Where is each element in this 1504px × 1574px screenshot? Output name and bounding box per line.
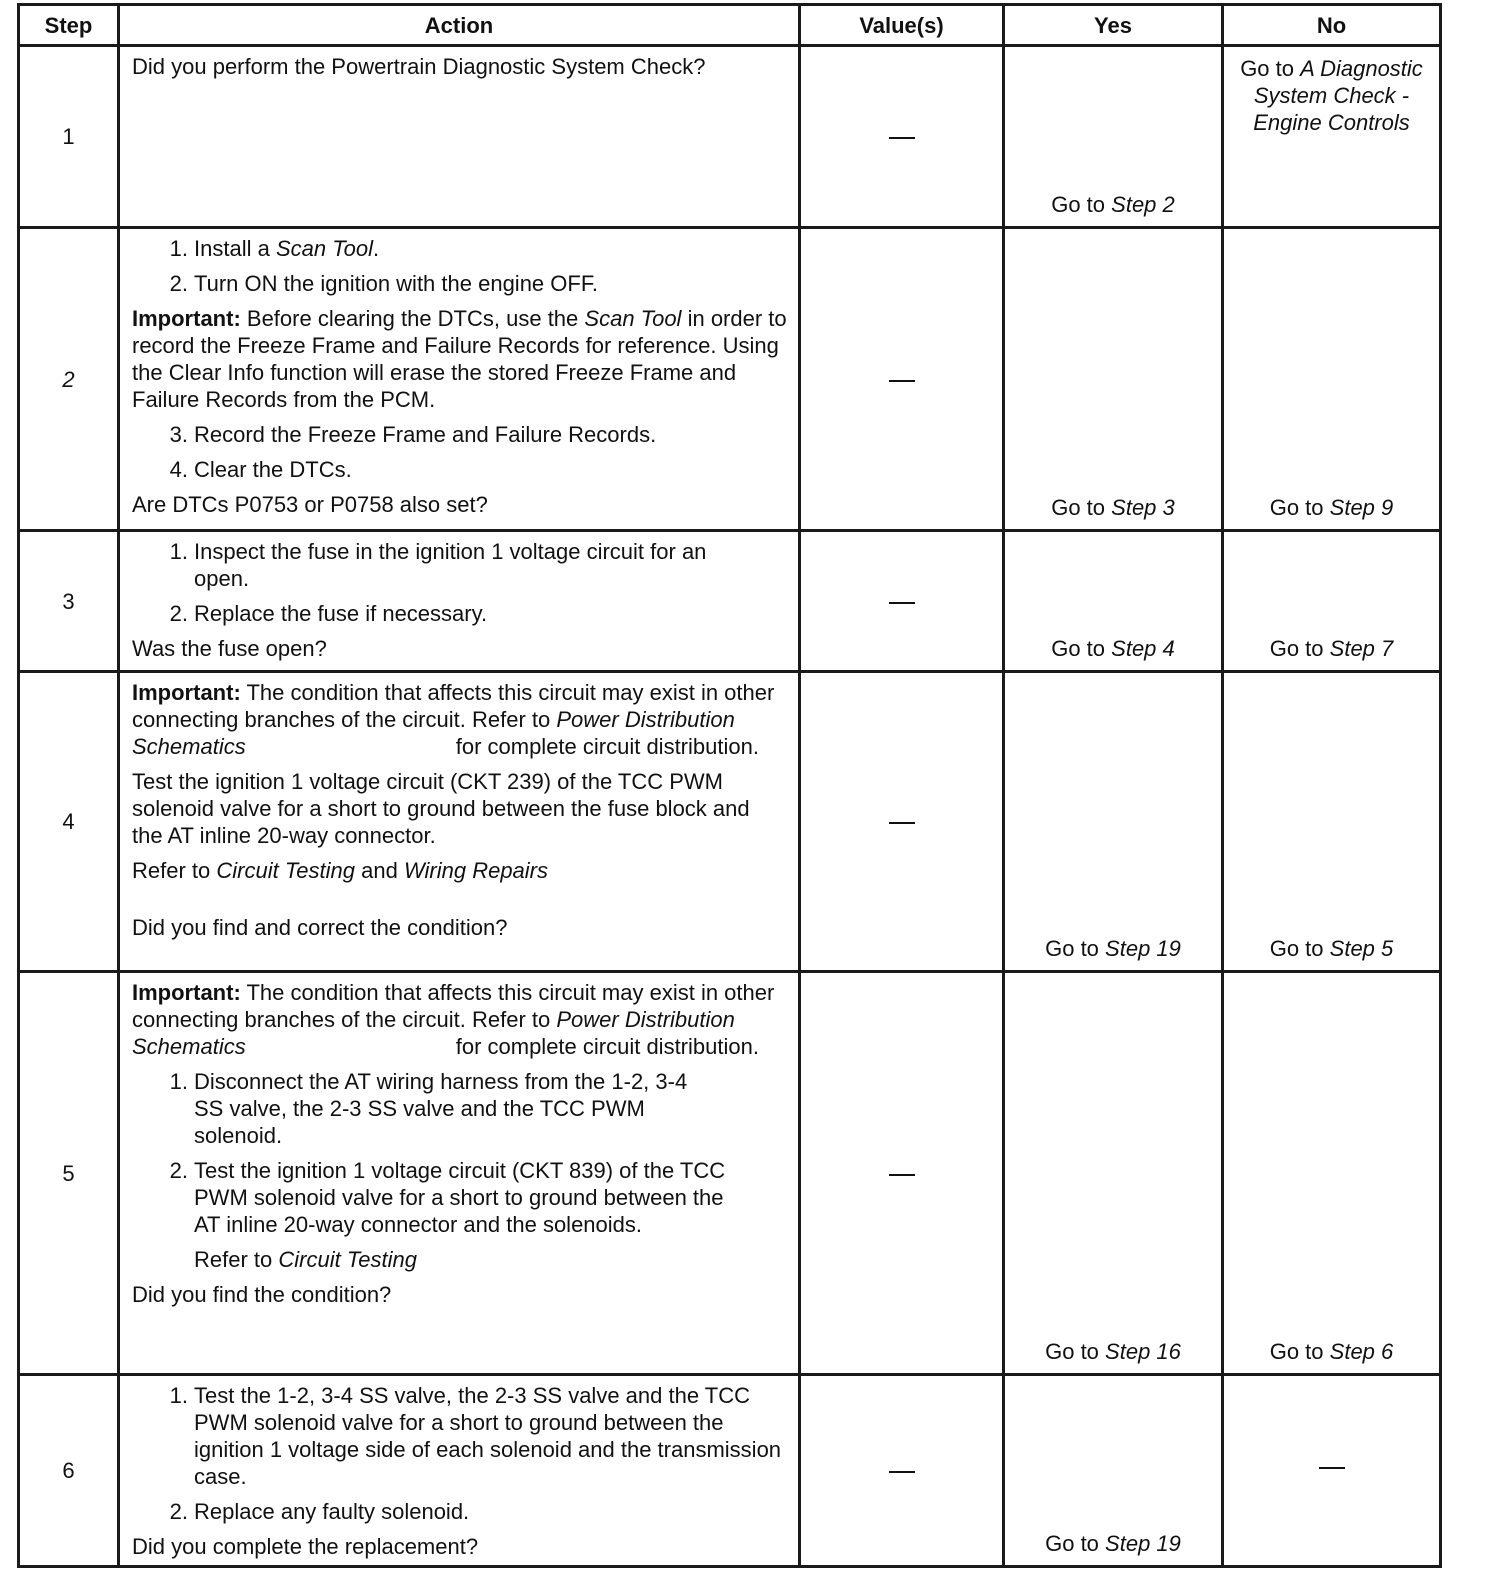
diagnostic-table: [17, 3, 1442, 1568]
step-link[interactable]: Step 19: [1105, 1531, 1181, 1556]
value-cell: [800, 531, 1004, 672]
instruction-list: [132, 1068, 788, 1273]
important-note: Important: The condition that affects this circuit may exist in other connecting branches of the circuit. Refer to Power Distribution Schematics for complete circuit distribution.: [132, 980, 775, 1059]
table-row: [19, 531, 1441, 672]
table-row: [19, 972, 1441, 1375]
step-link[interactable]: Step 9: [1329, 495, 1394, 520]
question-text: Was the fuse open?: [132, 636, 327, 661]
list-item: 3. Record the Freeze Frame and Failure Records.: [169, 422, 657, 447]
list-item: 1. Disconnect the AT wiring harness from the 1-2, 3-4 SS valve, the 2-3 SS valve and the TCC PWM solenoid.: [169, 1069, 688, 1148]
action-cell: [119, 1375, 800, 1567]
step-number: 3: [19, 531, 119, 672]
list-item: 2. Replace the fuse if necessary.: [169, 601, 488, 626]
em-dash: [889, 1471, 915, 1473]
no-cell[interactable]: Go to Step 7: [1223, 531, 1441, 672]
step-link[interactable]: Step 6: [1329, 1339, 1394, 1364]
em-dash: [889, 380, 915, 382]
no-cell[interactable]: Go to A Diagnostic System Check - Engine Controls: [1223, 46, 1441, 228]
no-cell[interactable]: Go to Step 6: [1223, 972, 1441, 1375]
yes-cell[interactable]: Go to Step 2: [1004, 46, 1223, 228]
value-cell: [800, 972, 1004, 1375]
action-cell: [119, 972, 800, 1375]
no-cell[interactable]: Go to Step 9: [1223, 228, 1441, 531]
header-action: Action: [119, 5, 800, 46]
yes-cell[interactable]: Go to Step 3: [1004, 228, 1223, 531]
instruction-list: [132, 1382, 788, 1525]
step-number: 5: [19, 972, 119, 1375]
question-text: Did you complete the replacement?: [132, 1534, 479, 1559]
table-row: [19, 46, 1441, 228]
question-text: Did you find the condition?: [132, 1282, 392, 1307]
no-cell[interactable]: Go to Step 5: [1223, 672, 1441, 972]
action-cell: [119, 531, 800, 672]
table-row: [19, 228, 1441, 531]
em-dash: [889, 822, 915, 824]
step-link[interactable]: Step 3: [1111, 495, 1175, 520]
instruction-list: [132, 235, 788, 297]
step-link[interactable]: Step 16: [1105, 1339, 1181, 1364]
yes-cell[interactable]: Go to Step 19: [1004, 672, 1223, 972]
list-item: 1. Install a Scan Tool.: [169, 236, 380, 261]
step-number: 6: [19, 1375, 119, 1567]
table-row: [19, 672, 1441, 972]
step-number: 2: [19, 228, 119, 531]
step-link[interactable]: Step 5: [1329, 936, 1394, 961]
step-link[interactable]: Step 2: [1111, 192, 1175, 217]
step-number: 1: [19, 46, 119, 228]
step-link[interactable]: Step 19: [1105, 936, 1181, 961]
list-item: 4. Clear the DTCs.: [169, 457, 352, 482]
reference-text: Refer to Circuit Testing and Wiring Repairs: [132, 858, 549, 883]
em-dash: [889, 1174, 915, 1176]
list-item: 1. Inspect the fuse in the ignition 1 voltage circuit for an open.: [169, 539, 707, 591]
instruction-list: [132, 538, 788, 627]
yes-cell[interactable]: Go to Step 4: [1004, 531, 1223, 672]
header-step: Step: [19, 5, 119, 46]
action-cell: [119, 672, 800, 972]
list-item: 2. Test the ignition 1 voltage circuit (CKT 839) of the TCC PWM solenoid valve for a short to ground between the AT inline 20-way connector and the solenoids.: [169, 1158, 726, 1237]
value-cell: [800, 46, 1004, 228]
action-cell: [119, 46, 800, 228]
instruction-list: [132, 421, 788, 483]
test-instruction: Test the ignition 1 voltage circuit (CKT 239) of the TCC PWM solenoid valve for a short to ground between the fuse block and the AT inline 20-way connector.: [132, 769, 750, 848]
em-dash: [1319, 1467, 1345, 1469]
value-cell: [800, 672, 1004, 972]
header-values: Value(s): [800, 5, 1004, 46]
em-dash: [889, 602, 915, 604]
no-cell: [1223, 1375, 1441, 1567]
list-item: 1. Test the 1-2, 3-4 SS valve, the 2-3 SS valve and the TCC PWM solenoid valve for a short to ground between the ignition 1 voltage side of each solenoid and the transmission case.: [169, 1383, 782, 1489]
list-item: 2. Replace any faulty solenoid.: [169, 1499, 470, 1524]
header-no: No: [1223, 5, 1441, 46]
question-text: Did you perform the Powertrain Diagnostic System Check?: [132, 54, 706, 79]
step-link[interactable]: A Diagnostic System Check - Engine Controls: [1253, 56, 1423, 135]
step-link[interactable]: Step 7: [1329, 636, 1394, 661]
step-link[interactable]: Step 4: [1111, 636, 1175, 661]
value-cell: [800, 1375, 1004, 1567]
yes-cell[interactable]: Go to Step 19: [1004, 1375, 1223, 1567]
table-row: [19, 1375, 1441, 1567]
step-number: 4: [19, 672, 119, 972]
list-item: Refer to Circuit Testing: [194, 1247, 417, 1272]
header-yes: Yes: [1004, 5, 1223, 46]
yes-cell[interactable]: Go to Step 16: [1004, 972, 1223, 1375]
value-cell: [800, 228, 1004, 531]
important-note: Important: The condition that affects this circuit may exist in other connecting branches of the circuit. Refer to Power Distribution Schematics for complete circuit distribution.: [132, 680, 775, 759]
question-text: Did you find and correct the condition?: [132, 915, 508, 940]
list-item: 2. Turn ON the ignition with the engine OFF.: [169, 271, 598, 296]
header-row: [19, 5, 1441, 46]
question-text: Are DTCs P0753 or P0758 also set?: [132, 492, 488, 517]
action-cell: [119, 228, 800, 531]
em-dash: [889, 137, 915, 139]
important-note: Important: Before clearing the DTCs, use the Scan Tool in order to record the Freeze Frame and Failure Records for reference. Using the Clear Info function will erase the stored Freeze Frame and Failure Records from the PCM.: [132, 306, 787, 412]
